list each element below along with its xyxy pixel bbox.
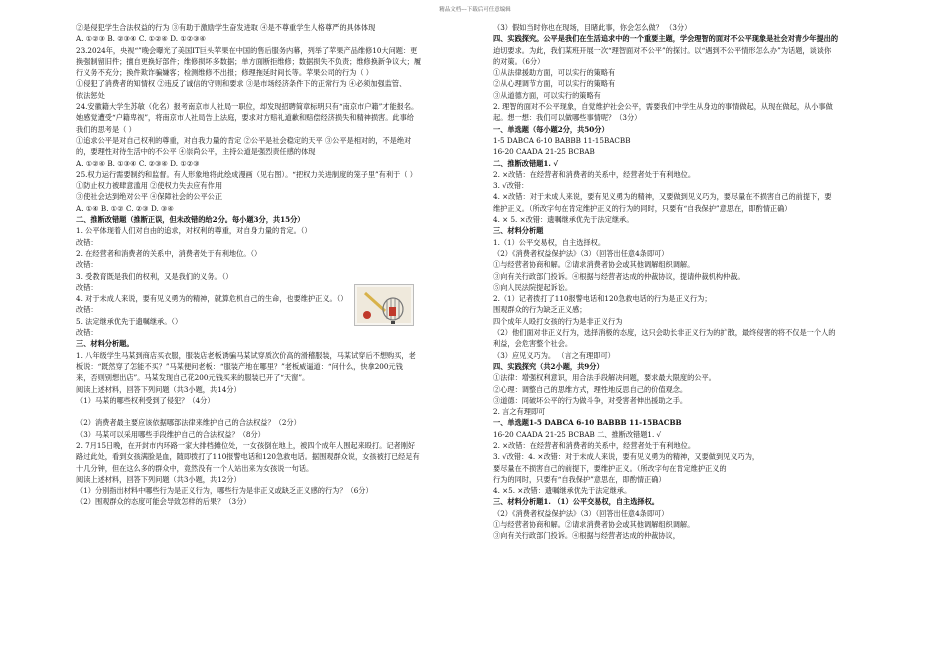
left-text-line: 路过此处，看到女孩满脸是血，随即拨打了110报警电话和120急救电话。据围观群众说，女孩被打已经足有 (76, 452, 420, 462)
left-text-line: 改错： (76, 305, 98, 315)
left-text-line: （3）马某可以采用哪些手段维护自己的合法权益？（8分） (76, 429, 265, 439)
right-text-line: 1-5 DABCA 6-10 BABBB 11-15BACBB (493, 135, 631, 145)
right-text-line: ②心理：调整自己的思维方式，理性地反思自己的价值观念。 (493, 384, 688, 394)
left-text-line: 依法惩处 (76, 90, 105, 100)
right-text-line: ⑤向人民法院提起诉讼。 (493, 282, 573, 292)
left-text-line: 她感觉遭受“户籍卑视”，将南京市人社局告上法庭，要求对方赔礼道歉和赔偿经济损失和精神损害。此事给 (76, 113, 414, 123)
left-text-line: A. ①②③ B. ②③④ C. ①②④ D. ①②③④ (76, 34, 207, 44)
right-text-line: 2. ×改错：在经营者和消费者的关系中，经营者处于有利地位。 (493, 169, 696, 179)
left-text-line: ③使社会达到绝对公平 ④保障社会的公平公正 (76, 192, 223, 202)
left-text-line: 24.安徽籍大学生苏敏（化名）报考南京市人社局一职位，却发现招聘简章标明只有“南京市户籍”才能报名。 (76, 102, 419, 112)
right-text-line: 迫切要求。为此，我们某班开展一次“理智面对不公平”的探讨。以“遇到不公平情形怎么办”为话题，谈谈你 (493, 45, 832, 55)
right-text-line: 四、实践探究。公平是我们在生活追求中的一个重要主题，学会理智的面对不公平现象是社会对青少年提出的 (493, 34, 839, 44)
left-text-line: ②是侵犯学生合法权益的行为 ③有助于激励学生奋发进取 ④是不尊重学生人格尊严的具体体现 (76, 23, 376, 32)
left-text-line: 二、推断改错题（推断正误，但未改错的给2分。每小题3分，共15分） (76, 215, 305, 225)
left-text-line: （2）消费者最主要应该依据哪部法律来维护自己的合法权益？（2分） (76, 418, 301, 428)
right-text-line: （3）假如当时你也在现场，目睹此事，你会怎么做？ （3分） (493, 23, 692, 32)
left-text-line: 2. 在经营者和消费者的关系中，消费者处于有利地位。（） (76, 248, 262, 258)
right-text-line: 起。想一想：我们可以做哪些事情呢？（3分） (493, 113, 642, 123)
right-text-line: 4. × 5. ×改错：遗嘱继承优先于法定继承。 (493, 215, 634, 225)
right-text-line: 一、单选题1-5 DABCA 6-10 BABBB 11-15BACBB (493, 418, 682, 428)
left-text-line: （1）马某的哪些权利受到了侵犯？（4分） (76, 395, 215, 405)
right-text-line: 二、推断改错题1. √ (493, 158, 559, 168)
left-text-line (76, 406, 486, 417)
right-text-line: 2. 言之有理即可 (493, 407, 546, 417)
right-text-line: 利益，会危害整个社会。 (493, 339, 573, 349)
left-text-line: 换强制留旧件；擅自更换好部件；维修损坏多数据；单方面断拒维修；数据损失不负责；维修换新争议大；履 (76, 56, 422, 66)
left-text-line: 1. 公平体现着人们对自由的追求，对权利的尊重，对自身力量的肯定。（） (76, 226, 312, 236)
left-text-line: A. ①④ B. ①② C. ②③ D. ③④ (76, 203, 174, 213)
right-text-line: （3）应见义巧为。 （言之有理即可） (493, 350, 615, 360)
right-text-line: ③向有关行政部门投诉。④根据与经营者达成的仲裁协议，提请仲裁机构仲裁。 (493, 271, 745, 281)
right-column (493, 22, 883, 542)
page-header: 精品文档---下载后可任意编辑 (439, 7, 511, 13)
right-text-line: 一、单选题（每小题2分，共50分） (493, 124, 609, 134)
right-text-line: 4. ×改错：对于未成人来说，要有见义勇为的精神，又要做到见义巧为，要尽量在不损害自己的前提下，要 (493, 192, 832, 202)
right-text-line: 2.（1）记者拨打了110报警电话和120急救电话的行为是正义行为； (493, 294, 712, 304)
left-text-line: 改错： (76, 260, 98, 270)
right-text-line: （2）他们面对非正义行为，选择消极的态度，这只会助长非正义行为的扩散，最终侵害的将不仅是一个人的 (493, 328, 836, 338)
left-text-line: 阅读上述材料，回答下列问题（共3小题，共12分） (76, 474, 241, 484)
right-text-line: 3. √改错： (493, 181, 529, 191)
right-text-line: ①从法律援助方面，可以实行的策略有 (493, 68, 616, 78)
left-text-line: 4. 对于未成人来说，要有见义勇为的精神，就算危机自己的生命，也要维护正义。（） (76, 294, 348, 304)
right-text-line: 16-20 CAADA 21-25 BCBAB (493, 147, 595, 157)
right-text-line: 1.（1）公平交易权，自主选择权。 (493, 237, 606, 247)
right-text-line: 三、材料分析题1. （1）公平交易权，自主选择权。 (493, 497, 659, 507)
left-text-line: 1. 八年级学生马某到商店买衣服，服装店老板诱骗马某试穿质次价高的滑稽服装，马某试穿后不想购买，老 (76, 350, 416, 360)
left-text-line: （2）围观群众的态度可能会导致怎样的后果？（3分） (76, 497, 251, 507)
right-text-line: 的对策。（6分） (493, 56, 545, 66)
right-text-line: 2. ×改错：在经营者和消费者的关系中，经营者处于有利地位。 (493, 440, 696, 450)
left-text-line: 三、材料分析题。 (76, 339, 134, 349)
right-text-line: ③从道德方面，可以实行的策略有 (493, 90, 601, 100)
left-text-line: （1）分别指出材料中哪些行为是正义行为，哪些行为是非正义或缺乏正义感的行为？（6分） (76, 486, 373, 496)
left-text-line: 23.2024年，央视“”晚会曝光了美国IT巨头苹果在中国的售后服务内幕，列举了苹果产品维修10大问题：更 (76, 45, 418, 55)
right-text-line: 围观群众的行为缺乏正义感； (493, 305, 587, 315)
right-text-line: ③向有关行政部门投诉。④根据与经营者达成的仲裁协议， (493, 531, 680, 541)
right-text-line: 四、实践探究（共2小题，共9分） (493, 361, 604, 371)
right-text-line: 维护正义。（所改字句在肯定维护正义的行为的同时，只要有“自我保护”意思在，即酌情正确） (493, 203, 792, 213)
right-text-line: ①与经营者协商和解。②请求消费者协会或其他调解组织调解。 (493, 520, 695, 530)
left-text-line: 改错： (76, 282, 98, 292)
left-text-line: 5. 法定继承优先于遗嘱继承。（） (76, 316, 183, 326)
left-column (76, 22, 486, 508)
right-text-line: 4. ×5. ×改错：遗嘱继承优先于法定继承。 (493, 486, 632, 496)
left-text-line: ①防止权力被肆意滥用 ②使权力失去应有作用 (76, 181, 223, 191)
left-text-line: 2. 7月15日晚，在开封市内环路一家大排档摊位处，一女孩倒在地上，被四个成年人围起来殴打。记者刚好 (76, 440, 416, 450)
right-text-line: 2. 理智的面对不公平现象，自觉维护社会公平，需要我们中学生从身边的事情做起，从现在做起，从小事做 (493, 102, 833, 112)
right-text-line: （2）《消费者权益保护法》（3）（回答出任意4条即可） (493, 248, 669, 258)
right-text-line: ①法律：增强权利意识，用合法手段解决问题，要求最大限度的公平。 (493, 373, 716, 383)
left-text-line: 十几分钟，但在这么多的群众中，竟然没有一个人站出来为女孩说一句话。 (76, 463, 314, 473)
left-text-line: 的，要理性对待生活中的不公平 ④崇尚公平，主持公道是强烈责任感的体现 (76, 147, 316, 157)
left-text-line: ①追求公平是对自己权利的尊重，对自我力量的肯定 ②公平是社会稳定的天平 ③公平是相对的，不是绝对 (76, 135, 412, 145)
right-text-line: ①与经营者协商和解。②请求消费者协会或其他调解组织调解。 (493, 260, 695, 270)
right-text-line: 要尽量在不损害自己的前提下，要维护正义。（所改字句在肯定维护正义的 (493, 463, 727, 473)
right-text-line: ②从心理调节方面，可以实行的策略有 (493, 79, 616, 89)
left-text-line: 来，否则别想出店”。马某发现自己花200元钱买来的服装已开了“天窗”。 (76, 373, 310, 383)
left-text-line: 改错： (76, 237, 98, 247)
left-text-line: A. ①②④ B. ①③④ C. ②③④ D. ①②③ (76, 158, 200, 168)
right-text-line: 3. √改错：4. ×改错：对于未成人来说，要有见义勇为的精神，又要做到见义巧为， (493, 452, 760, 462)
left-text-line: ①侵犯了消费者的知情权 ②违反了诚信的守则和要求 ③是市场经济条件下的正常行为 ④必须加强监管、 (76, 79, 407, 89)
right-text-line: 16-20 CAADA 21-25 BCBAB 二、推断改错题1. √ (493, 429, 662, 439)
left-text-line: 阅读上述材料，回答下列问题（共3小题，共14分） (76, 384, 241, 394)
left-text-line: 行义务不充分；换件欺诈骗嫌客；检测维修不出报；修理拖延时间长等。苹果公司的行为（ ） (76, 68, 373, 78)
left-text-line: 改错： (76, 328, 98, 338)
right-text-line: ③道德：同破坏公平的行为做斗争，对受害者伸出援助之手。 (493, 395, 688, 405)
right-text-line: 行为的同时，只要有“自我保护”意思在，即酌情正确） (493, 474, 666, 484)
right-text-line: 三、材料分析题 (493, 226, 544, 236)
right-text-line: （2）《消费者权益保护法》（3）（回答出任意4条即可） (493, 508, 669, 518)
left-text-line: 3. 受教育既是我们的权利，又是我们的义务。（） (76, 271, 233, 281)
left-text-line: 25.权力运行需要制约和监督。有人形象地将此绘成漫画（见右图）。“把权力关进制度的笼子里”有利于（ ） (76, 169, 417, 179)
left-text-line: 板说：“既然穿了怎能不买？”马某便问老板：“服装产地在哪里？”老板威逼道：“问什么，快拿200元钱 (76, 361, 403, 371)
left-text-line: 我们的思考是（ ） (76, 124, 136, 134)
cartoon-figure (354, 284, 414, 326)
right-text-line: 四个成年人殴打女孩的行为是非正义行为 (493, 316, 623, 326)
